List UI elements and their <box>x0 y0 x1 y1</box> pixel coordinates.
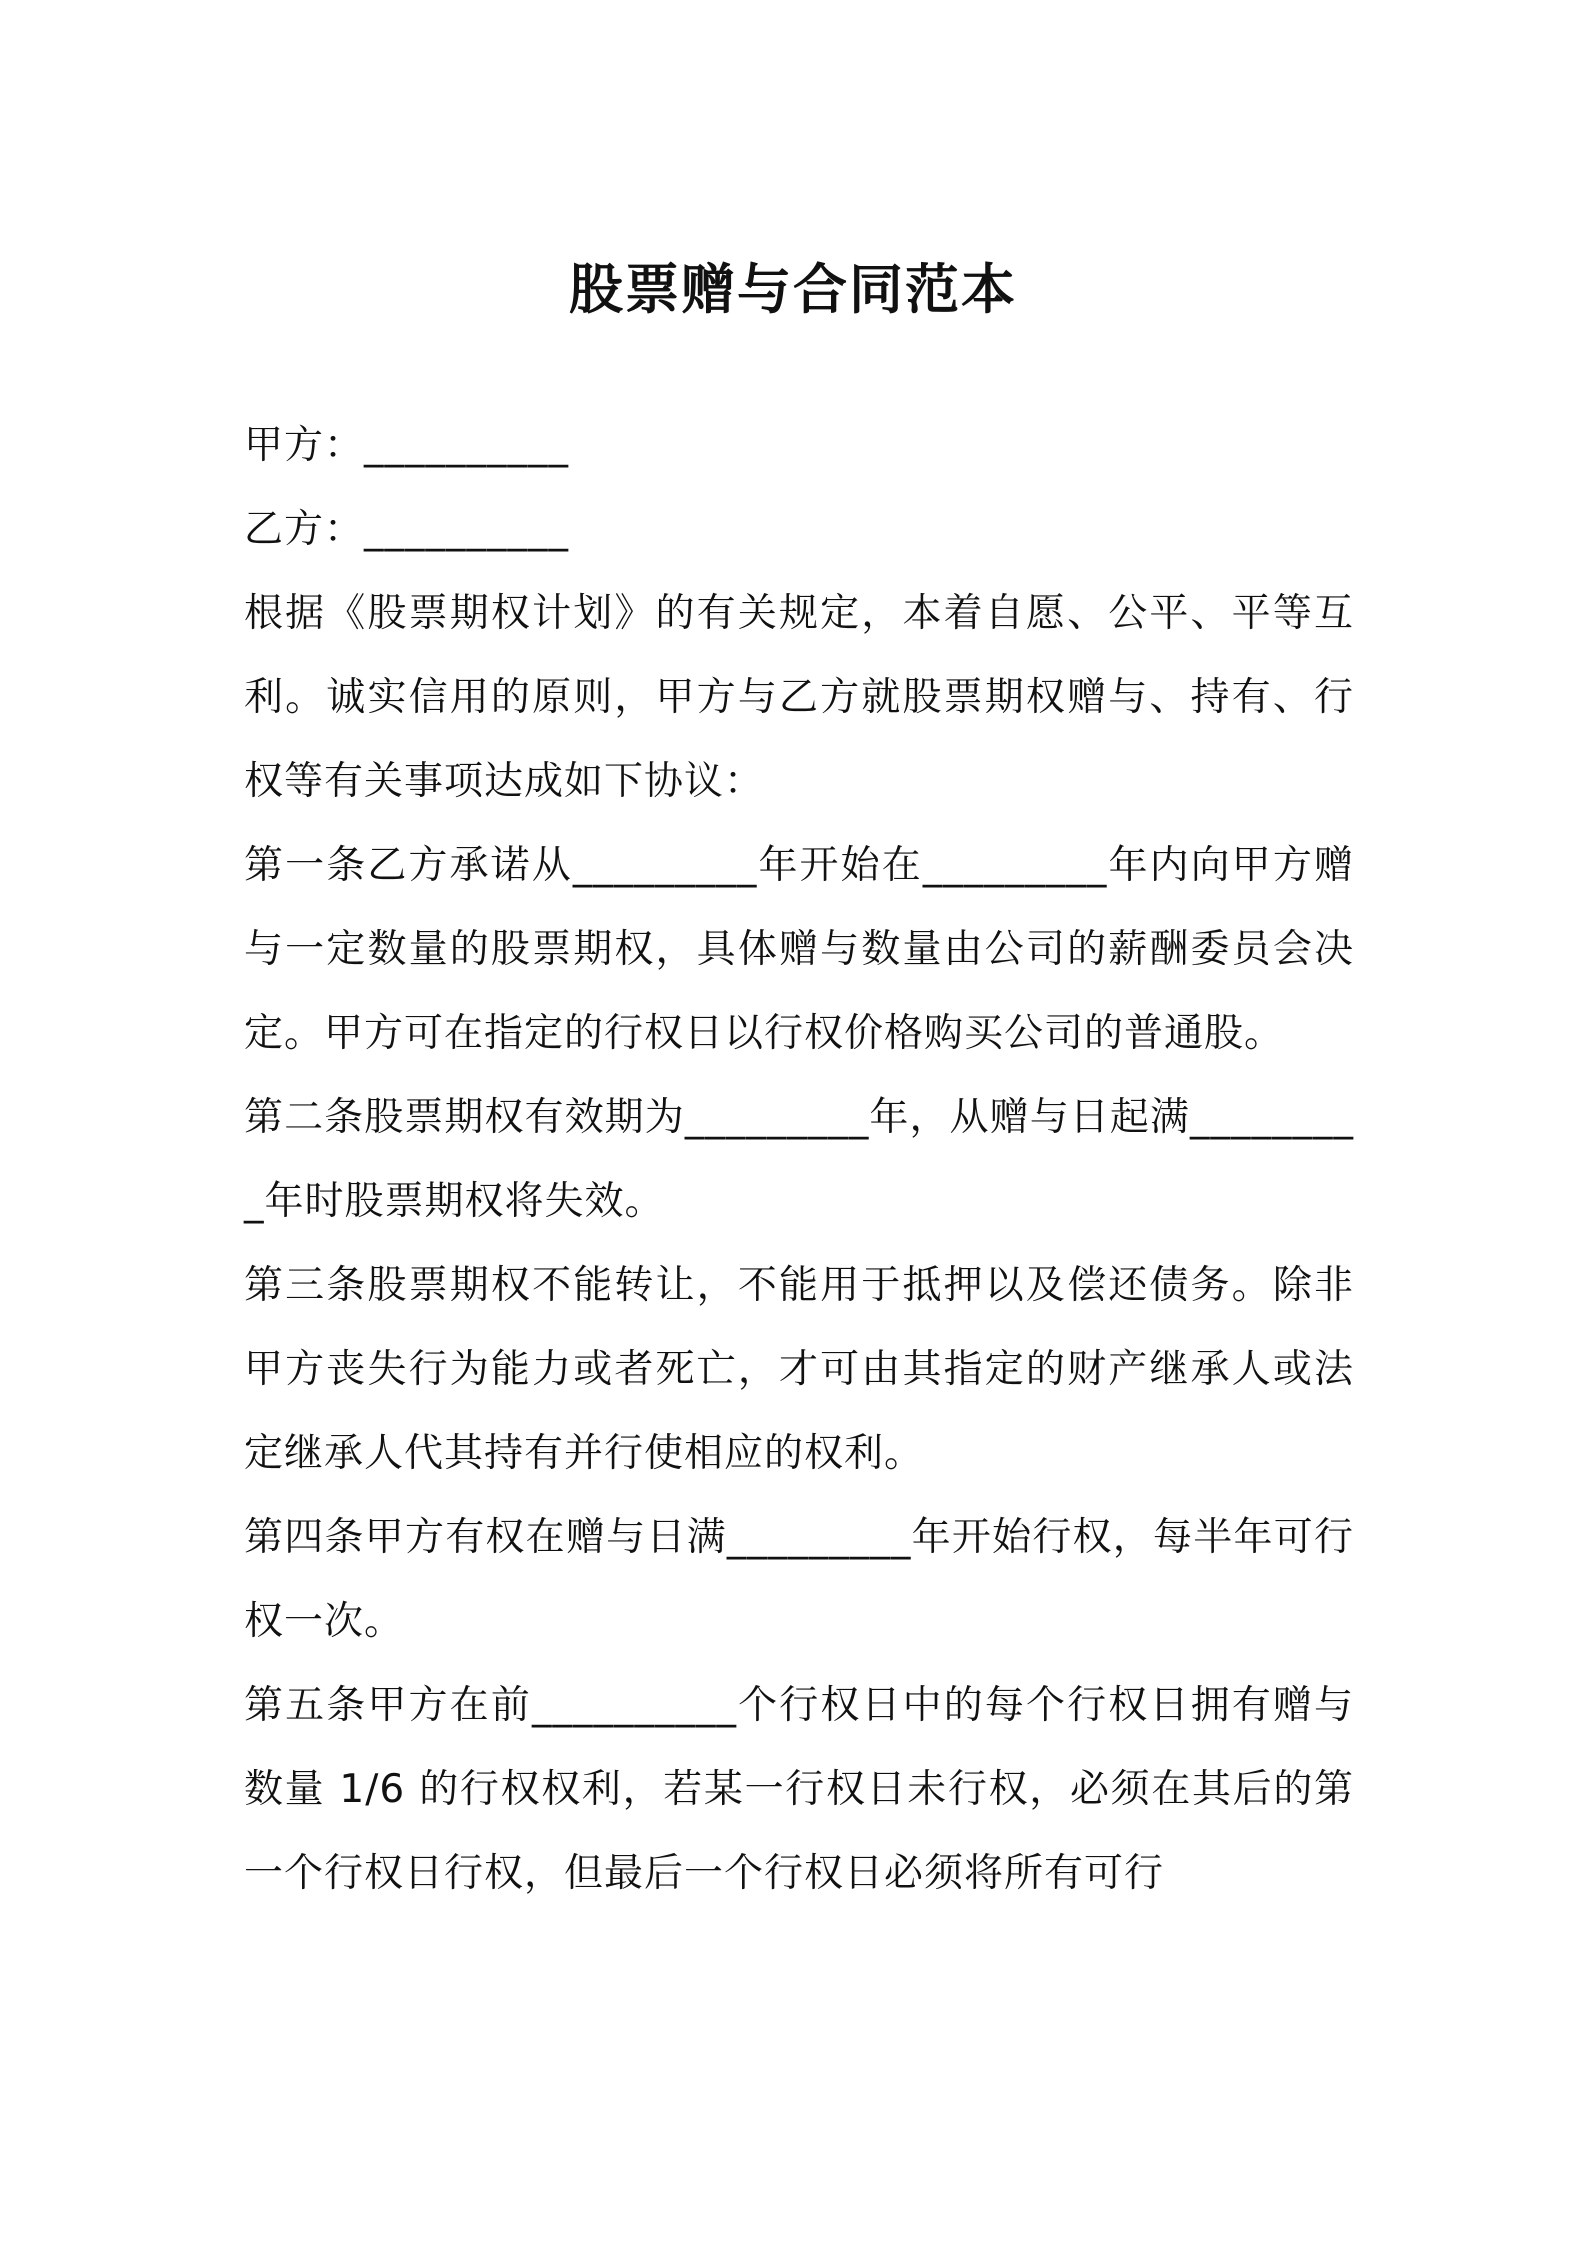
party-a-line: 甲方：__________ <box>244 423 570 468</box>
article-2-paragraph: 第二条股票期权有效期为_________年，从赠与日起满_________年时股票期权将失效。 <box>244 1095 1354 1224</box>
document-body <box>244 404 1354 1916</box>
party-b-line: 乙方：__________ <box>244 507 570 552</box>
article-4-paragraph: 第四条甲方有权在赠与日满_________年开始行权，每半年可行权一次。 <box>244 1515 1354 1644</box>
article-3-paragraph: 第三条股票期权不能转让，不能用于抵押以及偿还债务。除非甲方丧失行为能力或者死亡，才可由其指定的财产继承人或法定继承人代其持有并行使相应的权利。 <box>244 1263 1354 1476</box>
article-5-paragraph: 第五条甲方在前__________个行权日中的每个行权日拥有赠与数量 1/6 的行权权利，若某一行权日未行权，必须在其后的第一个行权日行权，但最后一个行权日必须将所有可行 <box>244 1683 1354 1896</box>
preamble-paragraph: 根据《股票期权计划》的有关规定，本着自愿、公平、平等互利。诚实信用的原则，甲方与乙方就股票期权赠与、持有、行权等有关事项达成如下协议： <box>244 591 1354 804</box>
article-1-paragraph: 第一条乙方承诺从_________年开始在_________年内向甲方赠与一定数量的股票期权，具体赠与数量由公司的薪酬委员会决定。甲方可在指定的行权日以行权价格购买公司的普通股。 <box>244 843 1354 1056</box>
document-title: 股票赠与合同范本 <box>569 258 1017 321</box>
